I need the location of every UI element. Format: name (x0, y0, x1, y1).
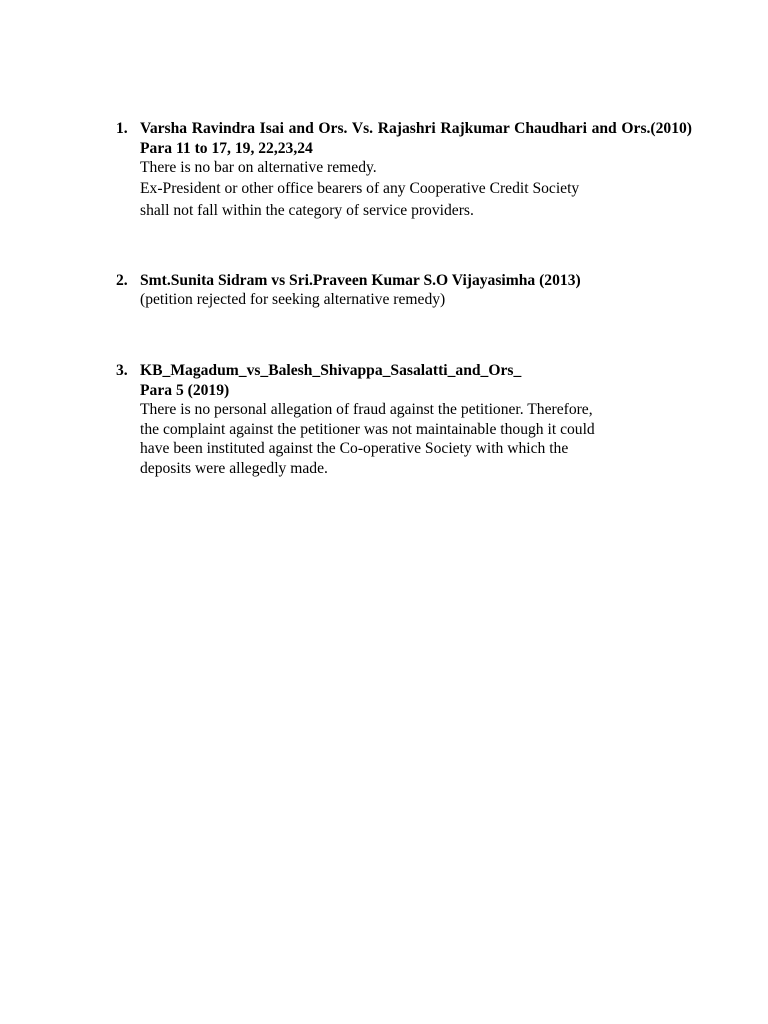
case-text-line: shall not fall within the category of service providers. (140, 201, 474, 219)
case-title: Varsha Ravindra Isai and Ors. Vs. Rajashri Rajkumar Chaudhari and Ors.(2010) Para 11 to 17, 19, 22,23,24 (140, 120, 692, 157)
case-title-continuation: Para 5 (2019) (140, 381, 230, 399)
case-title: KB_Magadum_vs_Balesh_Shivappa_Sasalatti_and_Ors_ (140, 361, 522, 379)
case-number: 1. (116, 120, 128, 137)
case-item (116, 361, 692, 479)
case-title: Smt.Sunita Sidram vs Sri.Praveen Kumar S.O Vijayasimha (2013) (140, 271, 581, 289)
case-text-line: There is no personal allegation of fraud against the petitioner. Therefore, (140, 401, 593, 419)
case-text-line: deposits were allegedly made. (140, 459, 328, 477)
case-text-line: Ex-President or other office bearers of any Cooperative Credit Society (140, 179, 580, 197)
case-text-line: have been instituted against the Co-operative Society with which the (140, 440, 569, 458)
case-text-line: There is no bar on alternative remedy. (140, 159, 377, 177)
case-list (116, 119, 692, 479)
case-item (116, 119, 692, 222)
case-number: 3. (116, 361, 128, 379)
case-text-line: the complaint against the petitioner was not maintainable though it could (140, 420, 595, 438)
case-number: 2. (116, 271, 128, 289)
case-text-line: (petition rejected for seeking alternative remedy) (140, 291, 446, 309)
case-item (116, 271, 692, 310)
